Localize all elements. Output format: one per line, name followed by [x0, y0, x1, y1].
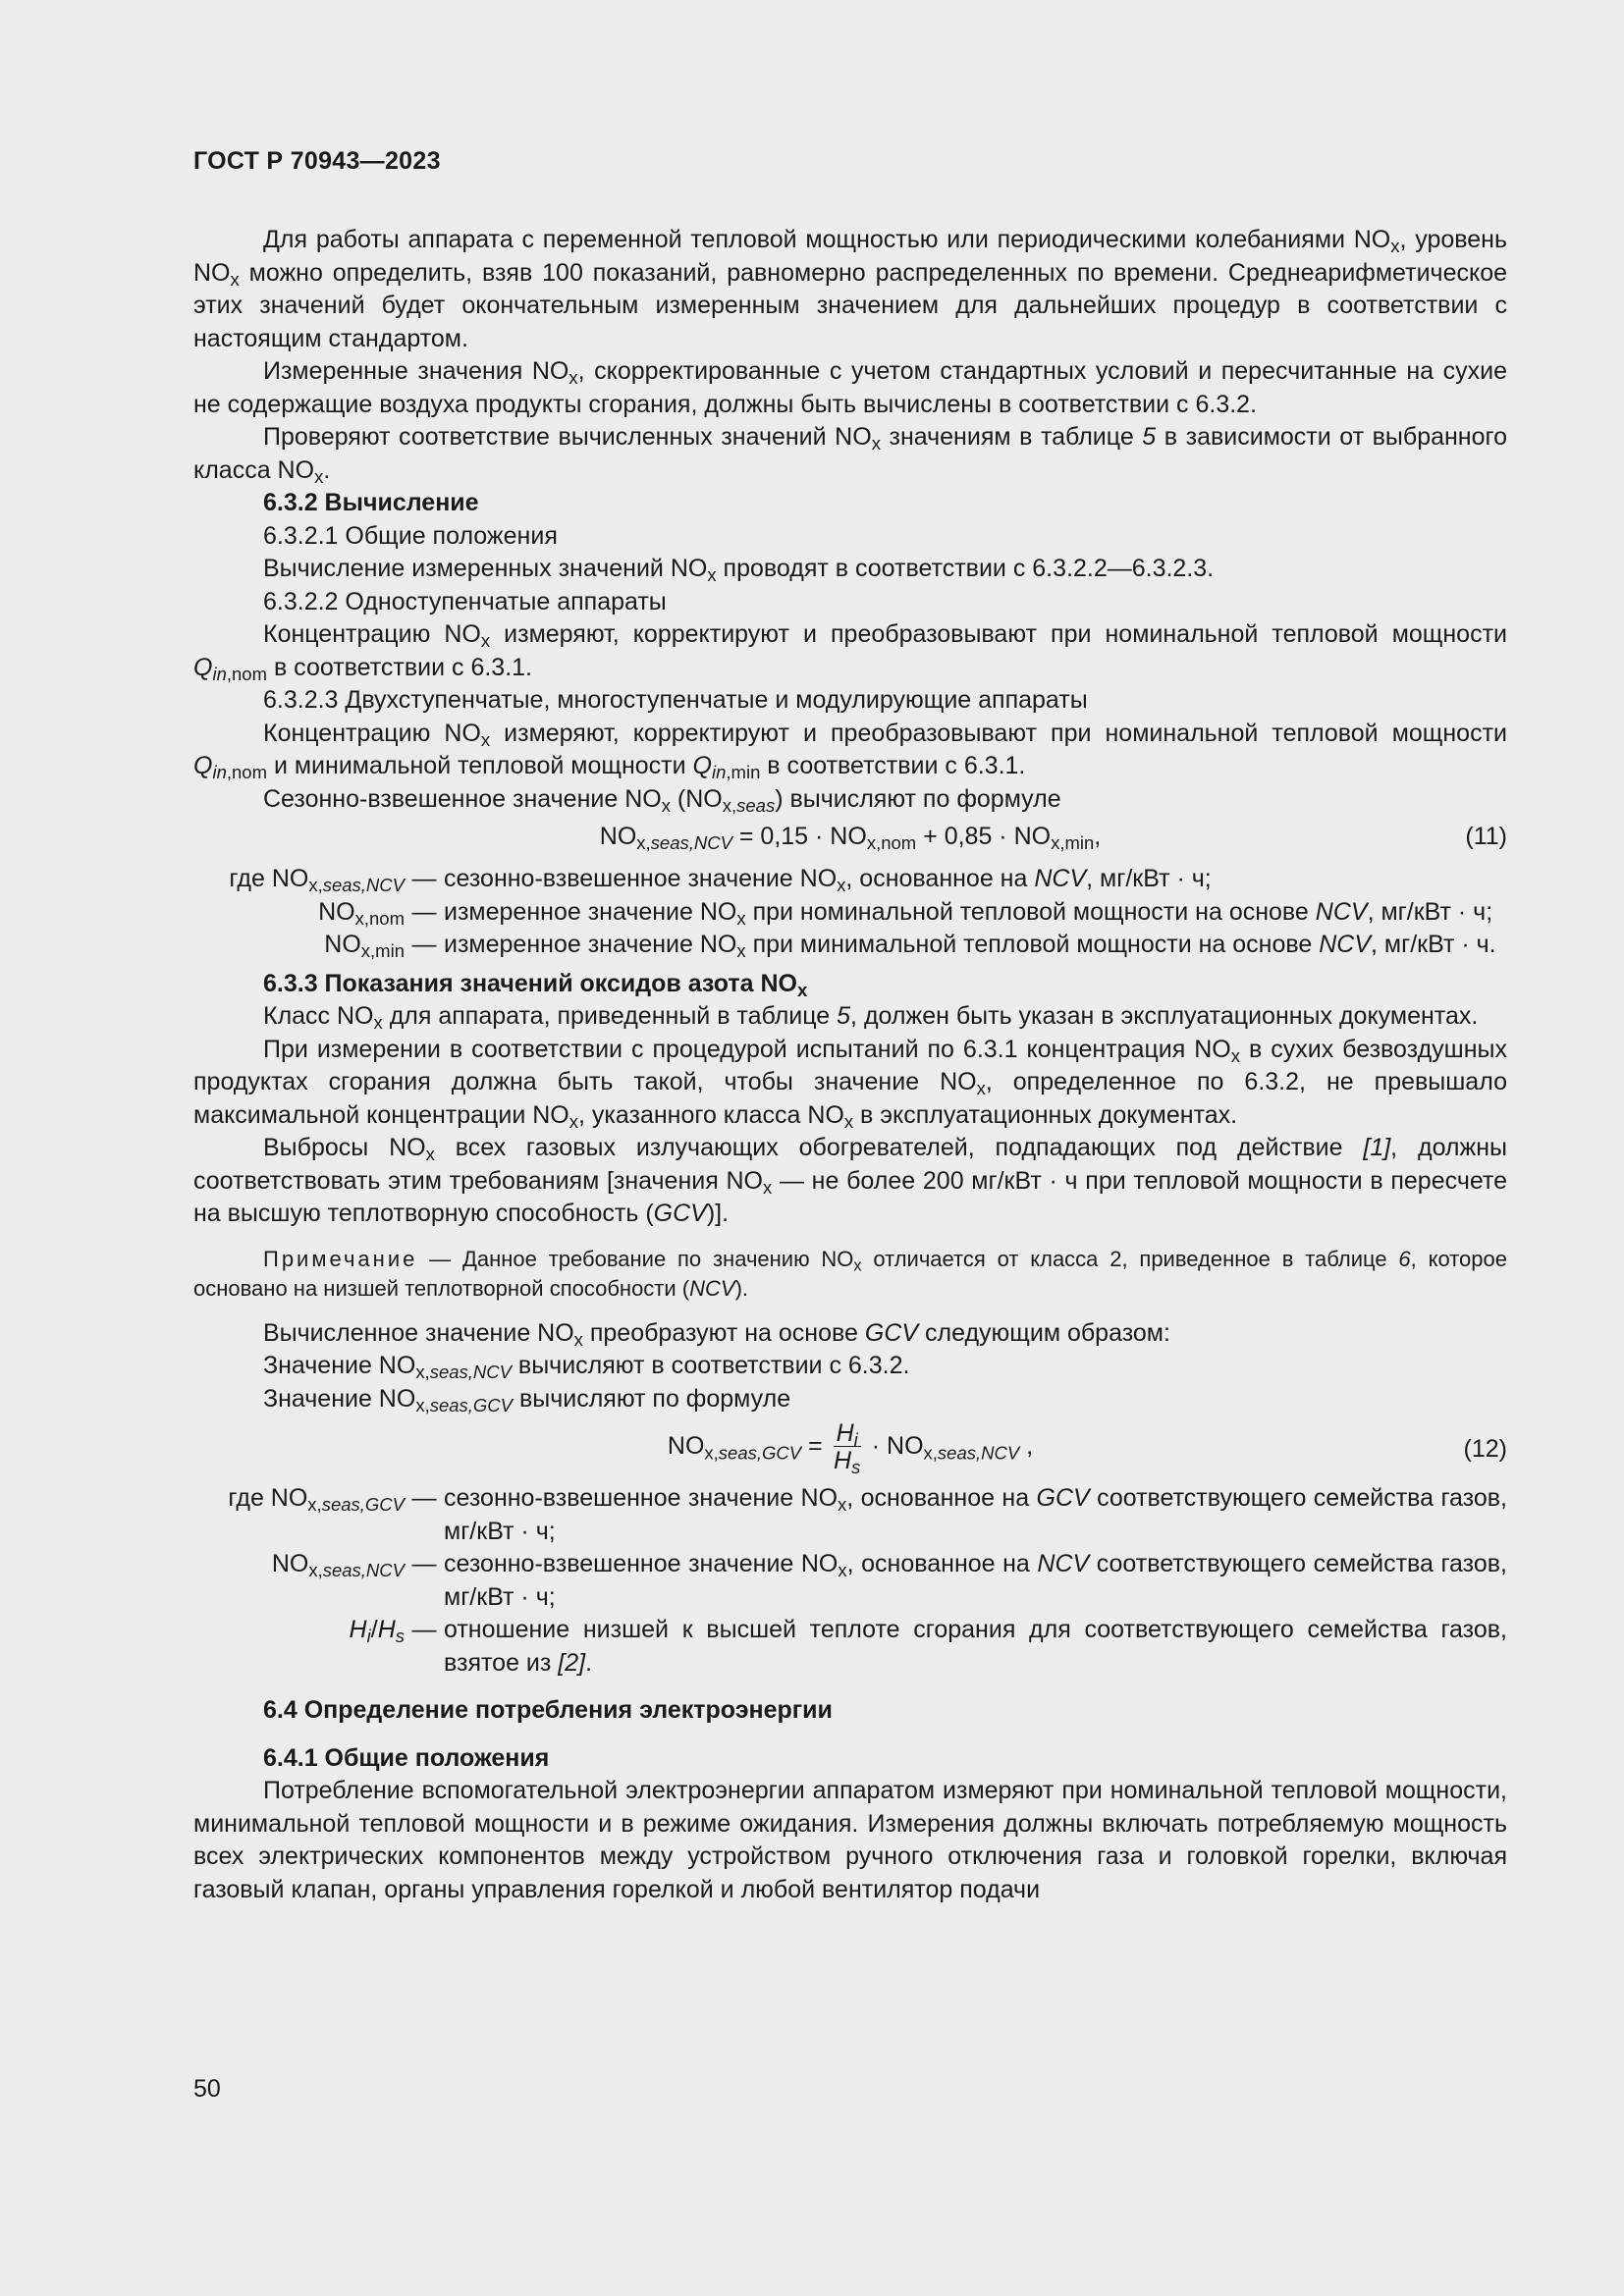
paragraph: Для работы аппарата с переменной тепловой мощностью или периодическими колебаниями $NO_x$, уровень $NO_x$ можно определить, взяв 100 показаний, равномерно распределенных по времени. Среднеарифметическое этих значений будет окончательным измеренным значением для дальнейших процедур в соответствии с настоящим стандартом. — [193, 226, 1507, 352]
document-header: ГОСТ Р 70943—2023 — [193, 147, 441, 175]
formula-number: (11) — [1465, 823, 1507, 850]
paragraph: Значение $NO_{x,seas,GCV}$ вычисляют по формуле — [263, 1384, 791, 1415]
paragraph: Измеренные значения $NO_x$, скорректированные с учетом стандартных условий и пересчитанные на сухие не содержащие воздуха продукты сгорания, должны быть вычислены в соответствии с 6.3.2. — [193, 357, 1507, 418]
formula-11-expression: $NO_{x,seas,NCV} = 0,15 \cdot NO_{x,nom} + 0,85 \cdot NO_{x,min}$, — [599, 823, 1102, 854]
page-content — [193, 224, 1507, 1906]
subsection-heading-6-3-2-1: 6.3.2.1 Общие положения — [263, 521, 558, 550]
formula-11 — [193, 816, 1507, 859]
paragraph: Выбросы $NO_x$ всех газовых излучающих обогревателей, подпадающих под действие [1], должны соответствовать этим требованиям [значения $NO_x$ — не более 200 мг/кВт · ч при тепловой мощности в пересчете на высшую теплотворную способность (GCV)]. — [193, 1134, 1508, 1227]
legend-row: $NO_{x,nom}$ — измеренное значение $NO_x$ при номинальной тепловой мощности на основе NCV, мг/кВт · ч; — [318, 897, 1493, 929]
legend-row: $NO_{x,min}$ — измеренное значение $NO_x$ при минимальной тепловой мощности на основе NCV, мг/кВт · ч. — [324, 931, 1496, 962]
legend-row: $NO_{x,seas,NCV}$ — сезонно-взвешенное значение $NO_x$, основанное на NCV соответствующего семейства газов, мг/кВт · ч; — [271, 1550, 1507, 1611]
formula-12 — [193, 1415, 1507, 1478]
paragraph: Вычисление измеренных значений $NO_x$ проводят в соответствии с 6.3.2.2—6.3.2.3. — [263, 555, 1215, 586]
paragraph: Значение $NO_{x,seas,NCV}$ вычисляют в соответствии с 6.3.2. — [263, 1352, 910, 1383]
paragraph: Вычисленное значение $NO_x$ преобразуют на основе GCV следующим образом: — [263, 1318, 1170, 1350]
section-heading-6-4-1: 6.4.1 Общие положения — [263, 1743, 550, 1772]
legend-row: $H_i/H_s$ — отношение низшей к высшей теплоте сгорания для соответствующего семейства газов, взятое из [2]. — [349, 1616, 1507, 1677]
section-heading-6-4: 6.4 Определение потребления электроэнергии — [263, 1696, 833, 1724]
formula-12-legend — [193, 1482, 1507, 1680]
paragraph: Концентрацию $NO_x$ измеряют, корректируют и преобразовывают при номинальной тепловой мощности $Q_{in,nom}$ и минимальной тепловой мощности $Q_{in,min}$ в соответствии с 6.3.1. — [193, 719, 1507, 783]
section-heading-6-3-2: 6.3.2 Вычисление — [263, 489, 479, 516]
note: Примечание — Данное требование по значению $NO_x$ отличается от класса 2, приведенное в таблице 6, которое основано на низшей теплотворной способности (NCV). — [193, 1246, 1507, 1301]
note-label: Примечание — [263, 1246, 418, 1271]
formula-12-expression: $NO_{x,seas,GCV}$ = $\frac{H_i}{H_s}$ · $NO_{x,seas,NCV}$ , — [667, 1419, 1034, 1478]
page-number: 50 — [193, 2075, 221, 2103]
subsection-heading-6-3-2-3: 6.3.2.3 Двухступенчатые, многоступенчатые и модулирующие аппараты — [263, 686, 1088, 714]
paragraph: Класс $NO_x$ для аппарата, приведенный в таблице 5, должен быть указан в эксплуатационных документах. — [263, 1002, 1479, 1034]
formula-11-legend — [193, 863, 1507, 962]
paragraph: Сезонно-взвешенное значение $NO_x$ $(NO_{x,seas})$ вычисляют по формуле — [263, 784, 1061, 816]
formula-number: (12) — [1463, 1435, 1507, 1463]
paragraph: Концентрацию $NO_x$ измеряют, корректируют и преобразовывают при номинальной тепловой мощности $Q_{in,nom}$ в соответствии с 6.3.1. — [193, 620, 1507, 684]
legend-row: где $NO_{x,seas,NCV}$ — сезонно-взвешенное значение $NO_x$, основанное на NCV, мг/кВт · ч; — [229, 865, 1212, 896]
paragraph: При измерении в соответствии с процедурой испытаний по 6.3.1 концентрация $NO_x$ в сухих безвоздушных продуктах сгорания должна быть такой, чтобы значение $NO_x$, определенное по 6.3.2, не превышало максимальной концентрации $NO_x$, указанного класса $NO_x$ в эксплуатационных документах. — [193, 1035, 1507, 1132]
fraction-hi-hs: $\frac{H_i}{H_s}$ — [834, 1419, 861, 1478]
subsection-heading-6-3-2-2: 6.3.2.2 Одноступенчатые аппараты — [263, 587, 667, 615]
legend-row: где $NO_{x,seas,GCV}$ — сезонно-взвешенное значение $NO_x$, основанное на GCV соответствующего семейства газов, мг/кВт · ч; — [228, 1484, 1507, 1545]
paragraph: Проверяют соответствие вычисленных значений $NO_x$ значениям в таблице 5 в зависимости от выбранного класса $NO_x$. — [193, 423, 1507, 487]
section-heading-6-3-3: 6.3.3 Показания значений оксидов азота $NO_x$ — [263, 969, 808, 1000]
paragraph: Потребление вспомогательной электроэнергии аппаратом измеряют при номинальной тепловой мощности, минимальной тепловой мощности и в режиме ожидания. Измерения должны включать потребляемую мощность всех электрических компонентов между устройством ручного отключения газа и головкой горелки, включая газовый клапан, органы управления горелкой и любой вентилятор подачи — [193, 1777, 1507, 1903]
